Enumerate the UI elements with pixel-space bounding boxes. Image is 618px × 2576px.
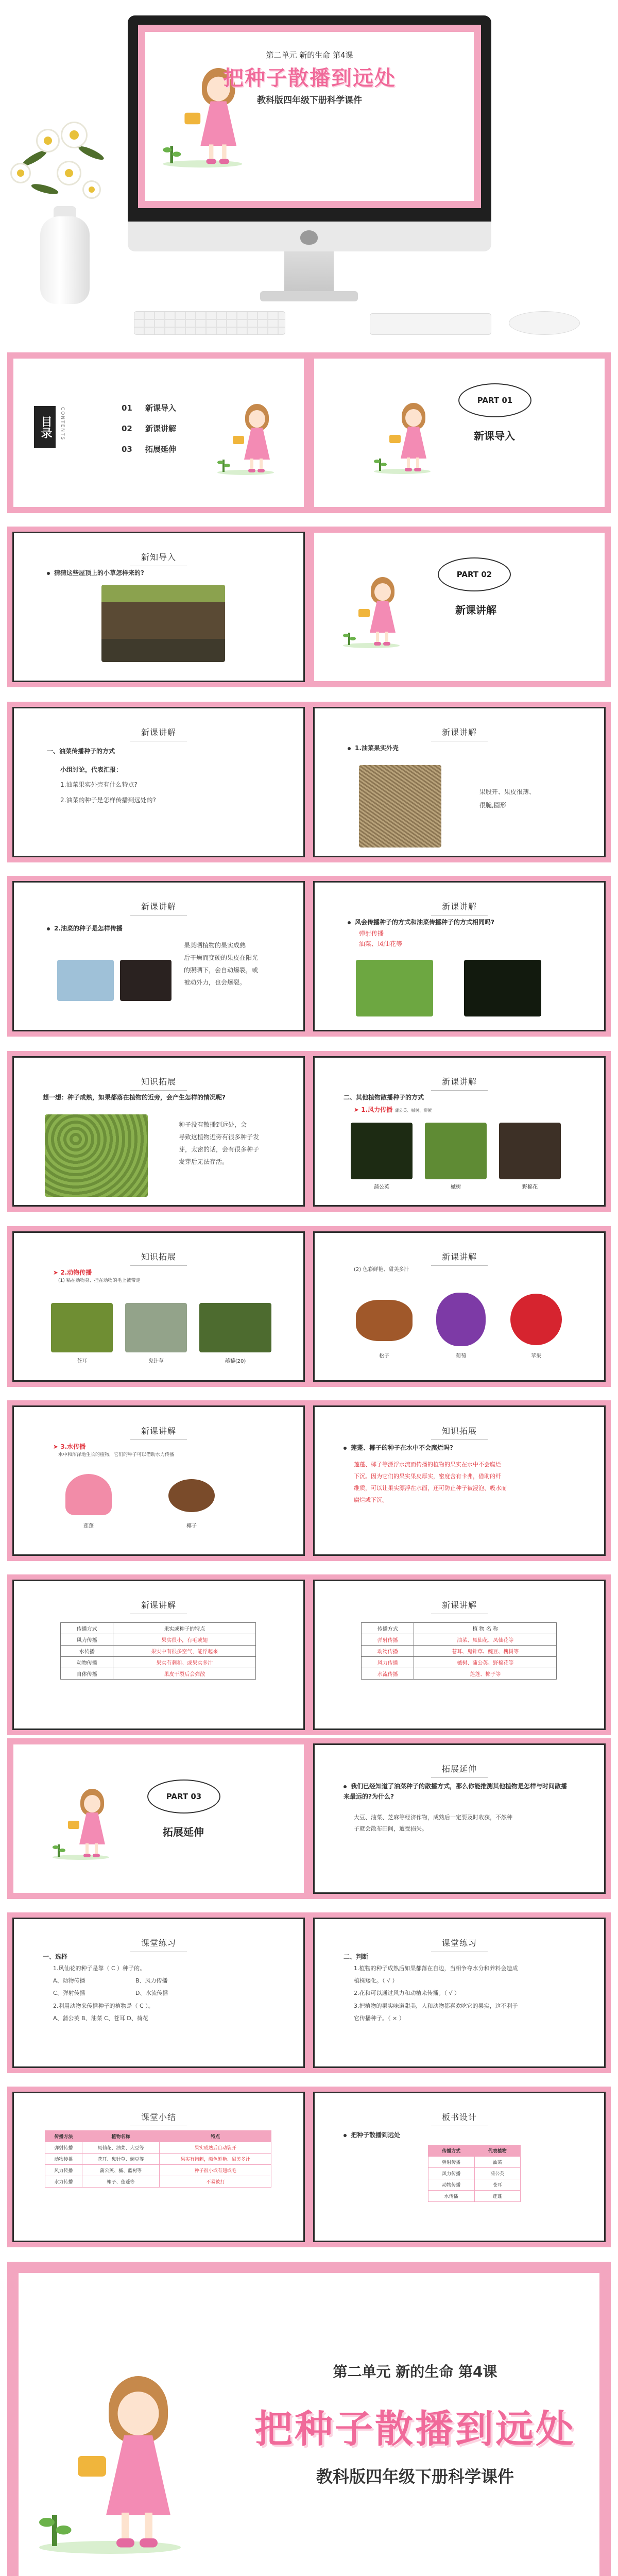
maple-photo — [425, 1123, 487, 1179]
slide-exercise-2 — [308, 1912, 611, 2073]
closing-slide — [7, 2262, 611, 2576]
cover-title: 把种子散播到远处 — [223, 66, 396, 90]
bidens-photo — [125, 1303, 187, 1352]
slide-part02 — [308, 527, 611, 687]
slide-rape-2 — [308, 702, 611, 862]
caption: 莲蓬 — [83, 1523, 94, 1529]
slide-text-block: 1.风仙花的种子是靠（ C ）种子的。 A、动物传播 B、风力传播 C、弹射传播 D、水流传播 2.利用动物来传播种子的植物是（ C ）。 A、蒲公英 B、油菜 C、苍耳 D、荷花 — [53, 1965, 168, 2022]
lotus-photo — [65, 1474, 112, 1515]
pine-nut-photo — [356, 1300, 413, 1341]
monitor — [128, 15, 491, 228]
slide-question: 把种子散播到远处 — [344, 2130, 400, 2139]
slide-expand-2 — [308, 1400, 611, 1561]
slide-heading: 新课讲解 — [14, 1599, 303, 1614]
slide-heading: 课堂练习 — [315, 1937, 604, 1952]
features-table: 传播方式 果实或种子的特点 风力传播 果实很小，有毛或翅 水传播 果实中有很多空气，能浮起来 动物传播 果实有刺和、或果实多汁 自体传播 果皮干裂后会弹散 — [60, 1622, 256, 1680]
slide-heading: 知识拓展 — [14, 1075, 303, 1091]
slide-question: 一、选择 — [43, 1953, 68, 1960]
slide-sub: ➤ 3.水传播 — [53, 1443, 86, 1450]
leaf-icon — [30, 182, 59, 196]
slide-question: 2.油菜的种子是怎样传播 — [47, 924, 123, 933]
slide-question: 二、其他植物散播种子的方式 — [344, 1094, 424, 1101]
toc-item[interactable]: 03 拓展延伸 — [122, 445, 177, 454]
toc-item[interactable]: 01 新课导入 — [122, 403, 177, 413]
part-title: 拓展延伸 — [163, 1826, 204, 1838]
toc-label: 目录 — [34, 406, 56, 448]
slide-question: 莲蓬、椰子的种子在水中不会腐烂吗? — [344, 1443, 453, 1452]
toc-item[interactable]: 02 新课讲解 — [122, 424, 177, 433]
slide-expand-1 — [7, 1051, 310, 1212]
caption: 苍耳 — [77, 1359, 87, 1364]
cotton-photo — [499, 1123, 561, 1179]
slide-heading: 新课讲解 — [315, 1075, 604, 1091]
slide-question: 猜猜这些屋顶上的小草怎样来的? — [47, 568, 144, 577]
part-tag: PART 01 — [458, 383, 531, 417]
mouse — [509, 311, 580, 335]
apple-photo — [510, 1294, 562, 1345]
cover-unit: 第二单元 新的生命 第4课 — [266, 50, 353, 60]
slide-animal-2 — [308, 1226, 611, 1387]
slide-rape-3 — [7, 876, 310, 1037]
monitor-screen — [138, 25, 481, 208]
slide-heading: 新课讲解 — [14, 726, 303, 741]
slide-heading: 新课讲解 — [14, 900, 303, 916]
slide-text: 1.油菜果实外壳有什么特点? — [60, 781, 138, 788]
slide-text: 果股开、果皮很薄、 — [479, 788, 536, 795]
caption: 松子 — [379, 1353, 389, 1359]
slide-rape-1 — [7, 702, 310, 862]
part-tag: PART 02 — [438, 557, 511, 591]
toc-side: CONTENTS — [60, 407, 65, 441]
slide-question: 1.油菜果实外壳 — [348, 743, 399, 752]
slide-question: 风会传播种子的方式和油菜传播种子的方式相同吗? — [348, 918, 494, 926]
house-photo — [101, 585, 225, 662]
slide-heading: 新知导入 — [14, 551, 303, 566]
summary-table: 传播方法 植物名称 特点 弹射传播 凤仙花、油菜、大豆等 果实成熟后自动裂开 动物传播 苍耳、鬼针草、豌豆等 果实有钩刺，颜色鲜艳、甜美多汁 风力传播 蒲公英、槭、蓝树等 种子很小或有翅或毛 水力传播 椰子、莲蓬等 不易被打 — [45, 2130, 271, 2188]
slide-heading: 新课讲解 — [315, 900, 604, 916]
slide-text: 很脆,圆形 — [479, 802, 506, 809]
slide-toc — [7, 352, 310, 513]
slide-question: 一、油菜传播种子的方式 — [47, 748, 115, 755]
flower-icon — [82, 180, 101, 199]
slide-text-block: 果荚晒植物的果实成熟 后干燥而变硬的果皮在阳光 的照晒下，会自动爆裂，或 被动外力，也会爆裂。 — [184, 942, 259, 986]
slide-part03 — [7, 1738, 310, 1899]
slide-heading: 板书设计 — [315, 2111, 604, 2126]
slide-text-block: 种子没有散播到远处，会 导致这植物近旁有很多种子发 芽，太密的话，会有很多种子 发芽后无法存活。 — [179, 1121, 260, 1165]
slide-part01 — [308, 352, 611, 513]
slide-animal-1 — [7, 1226, 310, 1387]
slide-sub: ➤ 1.风力传播 蒲公英、槭树、柳絮 — [354, 1106, 432, 1113]
slide-heading: 新课讲解 — [315, 1599, 604, 1614]
closing-subtitle: 教科版四年级下册科学课件 — [316, 2467, 514, 2486]
flower-icon — [61, 122, 88, 148]
slide-intro — [7, 527, 310, 687]
dandelion-photo — [351, 1123, 413, 1179]
slide-answer: 莲蓬、椰子等漂浮水流而传播的植物的果实在水中不会腐烂 下沉。因为它们的果实果皮厚实，密度含有卡弗，借助的纤 维质，可以让果实漂浮在水面，还可防止种子被浸泡、吸水而 腐烂或下沉。 — [354, 1461, 507, 1504]
monitor-stand — [284, 251, 334, 293]
caption: 蒲公英 — [374, 1184, 389, 1190]
rape-pods-photo — [359, 765, 441, 848]
flower-icon — [57, 161, 81, 185]
part-tag: PART 03 — [147, 1780, 220, 1814]
cover-mockup — [0, 0, 618, 345]
slide-text: (2) 色彩鲜艳、甜美多汁 — [354, 1267, 409, 1273]
slide-table-2 — [308, 1574, 611, 1735]
caption: 鬼针草 — [148, 1359, 164, 1364]
slide-extension — [308, 1738, 611, 1899]
slide-question: 想一想：种子成熟，如果都落在植物的近旁，会产生怎样的情况呢? — [43, 1094, 226, 1101]
flower-icon — [10, 163, 31, 183]
slide-question: 二、判断 — [344, 1953, 369, 1960]
slide-sub: ➤ 2.动物传播 — [53, 1269, 92, 1276]
caption: 椰子 — [186, 1523, 197, 1529]
coconut-photo — [168, 1479, 215, 1512]
toc-list — [122, 398, 176, 460]
plants-table: 传播方式 植 物 名 称 弹射传播 油菜、凤仙花、凤仙花等 动物传播 苍耳、鬼针草、豌豆、槐树等 风力传播 槭树、蒲公英、野棉花等 水流传播 莲蓬、椰子等 — [361, 1622, 557, 1680]
slide-text: (1) 粘在动物身、挂在动物的毛上被带走 — [58, 1278, 141, 1283]
monitor-base — [260, 291, 358, 301]
caption: 槭树 — [451, 1184, 461, 1190]
grape-photo — [436, 1293, 486, 1346]
slide-heading: 新课讲解 — [14, 1425, 303, 1440]
caption: 葡萄 — [456, 1353, 466, 1359]
caption: 苹果 — [531, 1353, 541, 1359]
seedlings-photo — [45, 1114, 148, 1197]
pods-photo — [57, 960, 114, 1001]
closing-unit: 第二单元 新的生命 第4课 — [333, 2363, 497, 2380]
slide-text: 2.油菜的种子是怎样传播到远处的? — [60, 796, 156, 804]
seedpod-photo — [464, 960, 541, 1016]
slide-answer: 弹射传播 — [359, 930, 384, 937]
vase-body — [40, 216, 90, 304]
slide-question: 小组讨论，代表汇报： — [60, 766, 123, 773]
caption: 野棉花 — [522, 1184, 538, 1190]
slide-text: 水中和沼泽地生长的植物，它们的种子可以借助水力传播 — [58, 1452, 175, 1458]
slide-heading: 课堂小结 — [14, 2111, 303, 2126]
board-table: 传播方式 代表植物 弹射传播 油菜 风力传播 蒲公英 动物传播 苍耳 水传播 莲蓬 — [428, 2145, 521, 2202]
slide-exercise-1 — [7, 1912, 310, 2073]
slide-text-block: 大豆、油菜、芝麻等经济作物，成熟后一定要及时收获，不然种 子就会散布田间，遭受损失。 — [354, 1814, 512, 1832]
cocklebur-photo — [51, 1303, 113, 1352]
part-title: 新课讲解 — [455, 604, 496, 616]
slide-text-block: 1.植物的种子成熟后如果都落在自边，当相争夺水分和养料会造成 植株矮化。（ √ ） 2.花和可以通过风力和动植来传播。（ √ ） 3.把植物的果实味道甜美，人和动物都喜欢吃它的果实，这不利于 它传播种子。（ × ） — [354, 1965, 518, 2022]
slide-water — [7, 1400, 310, 1561]
apple-logo-icon — [300, 230, 318, 245]
caption: 蒺藜(20) — [225, 1359, 246, 1364]
slide-heading: 新课讲解 — [315, 1250, 604, 1266]
slide-heading: 拓展延伸 — [315, 1762, 604, 1778]
flower-icon — [36, 129, 60, 152]
leaf-icon — [77, 144, 106, 162]
seeds-photo — [120, 960, 171, 1001]
trackpad — [370, 313, 491, 335]
slide-question: 我们已经知道了油菜种子的散播方式，那么你能推测其他植物是怎样与时间散播来最远的?为什么? — [344, 1783, 568, 1801]
keyboard — [134, 311, 285, 335]
slide-answer: 油菜、凤仙花等 — [359, 940, 403, 947]
tribulus-photo — [199, 1303, 271, 1352]
slide-heading: 知识拓展 — [14, 1250, 303, 1266]
balsam-photo — [356, 960, 433, 1016]
slide-heading: 新课讲解 — [315, 726, 604, 741]
slide-table-1 — [7, 1574, 310, 1735]
closing-title: 把种子散播到远处 — [254, 2407, 576, 2451]
slide-board — [308, 2087, 611, 2247]
slide-heading: 知识拓展 — [315, 1425, 604, 1440]
slide-heading: 课堂练习 — [14, 1937, 303, 1952]
slide-wind — [308, 1051, 611, 1212]
slide-summary — [7, 2087, 310, 2247]
cover-subtitle: 教科版四年级下册科学课件 — [257, 95, 362, 106]
part-title: 新课导入 — [474, 430, 515, 442]
slide-rape-4 — [308, 876, 611, 1037]
